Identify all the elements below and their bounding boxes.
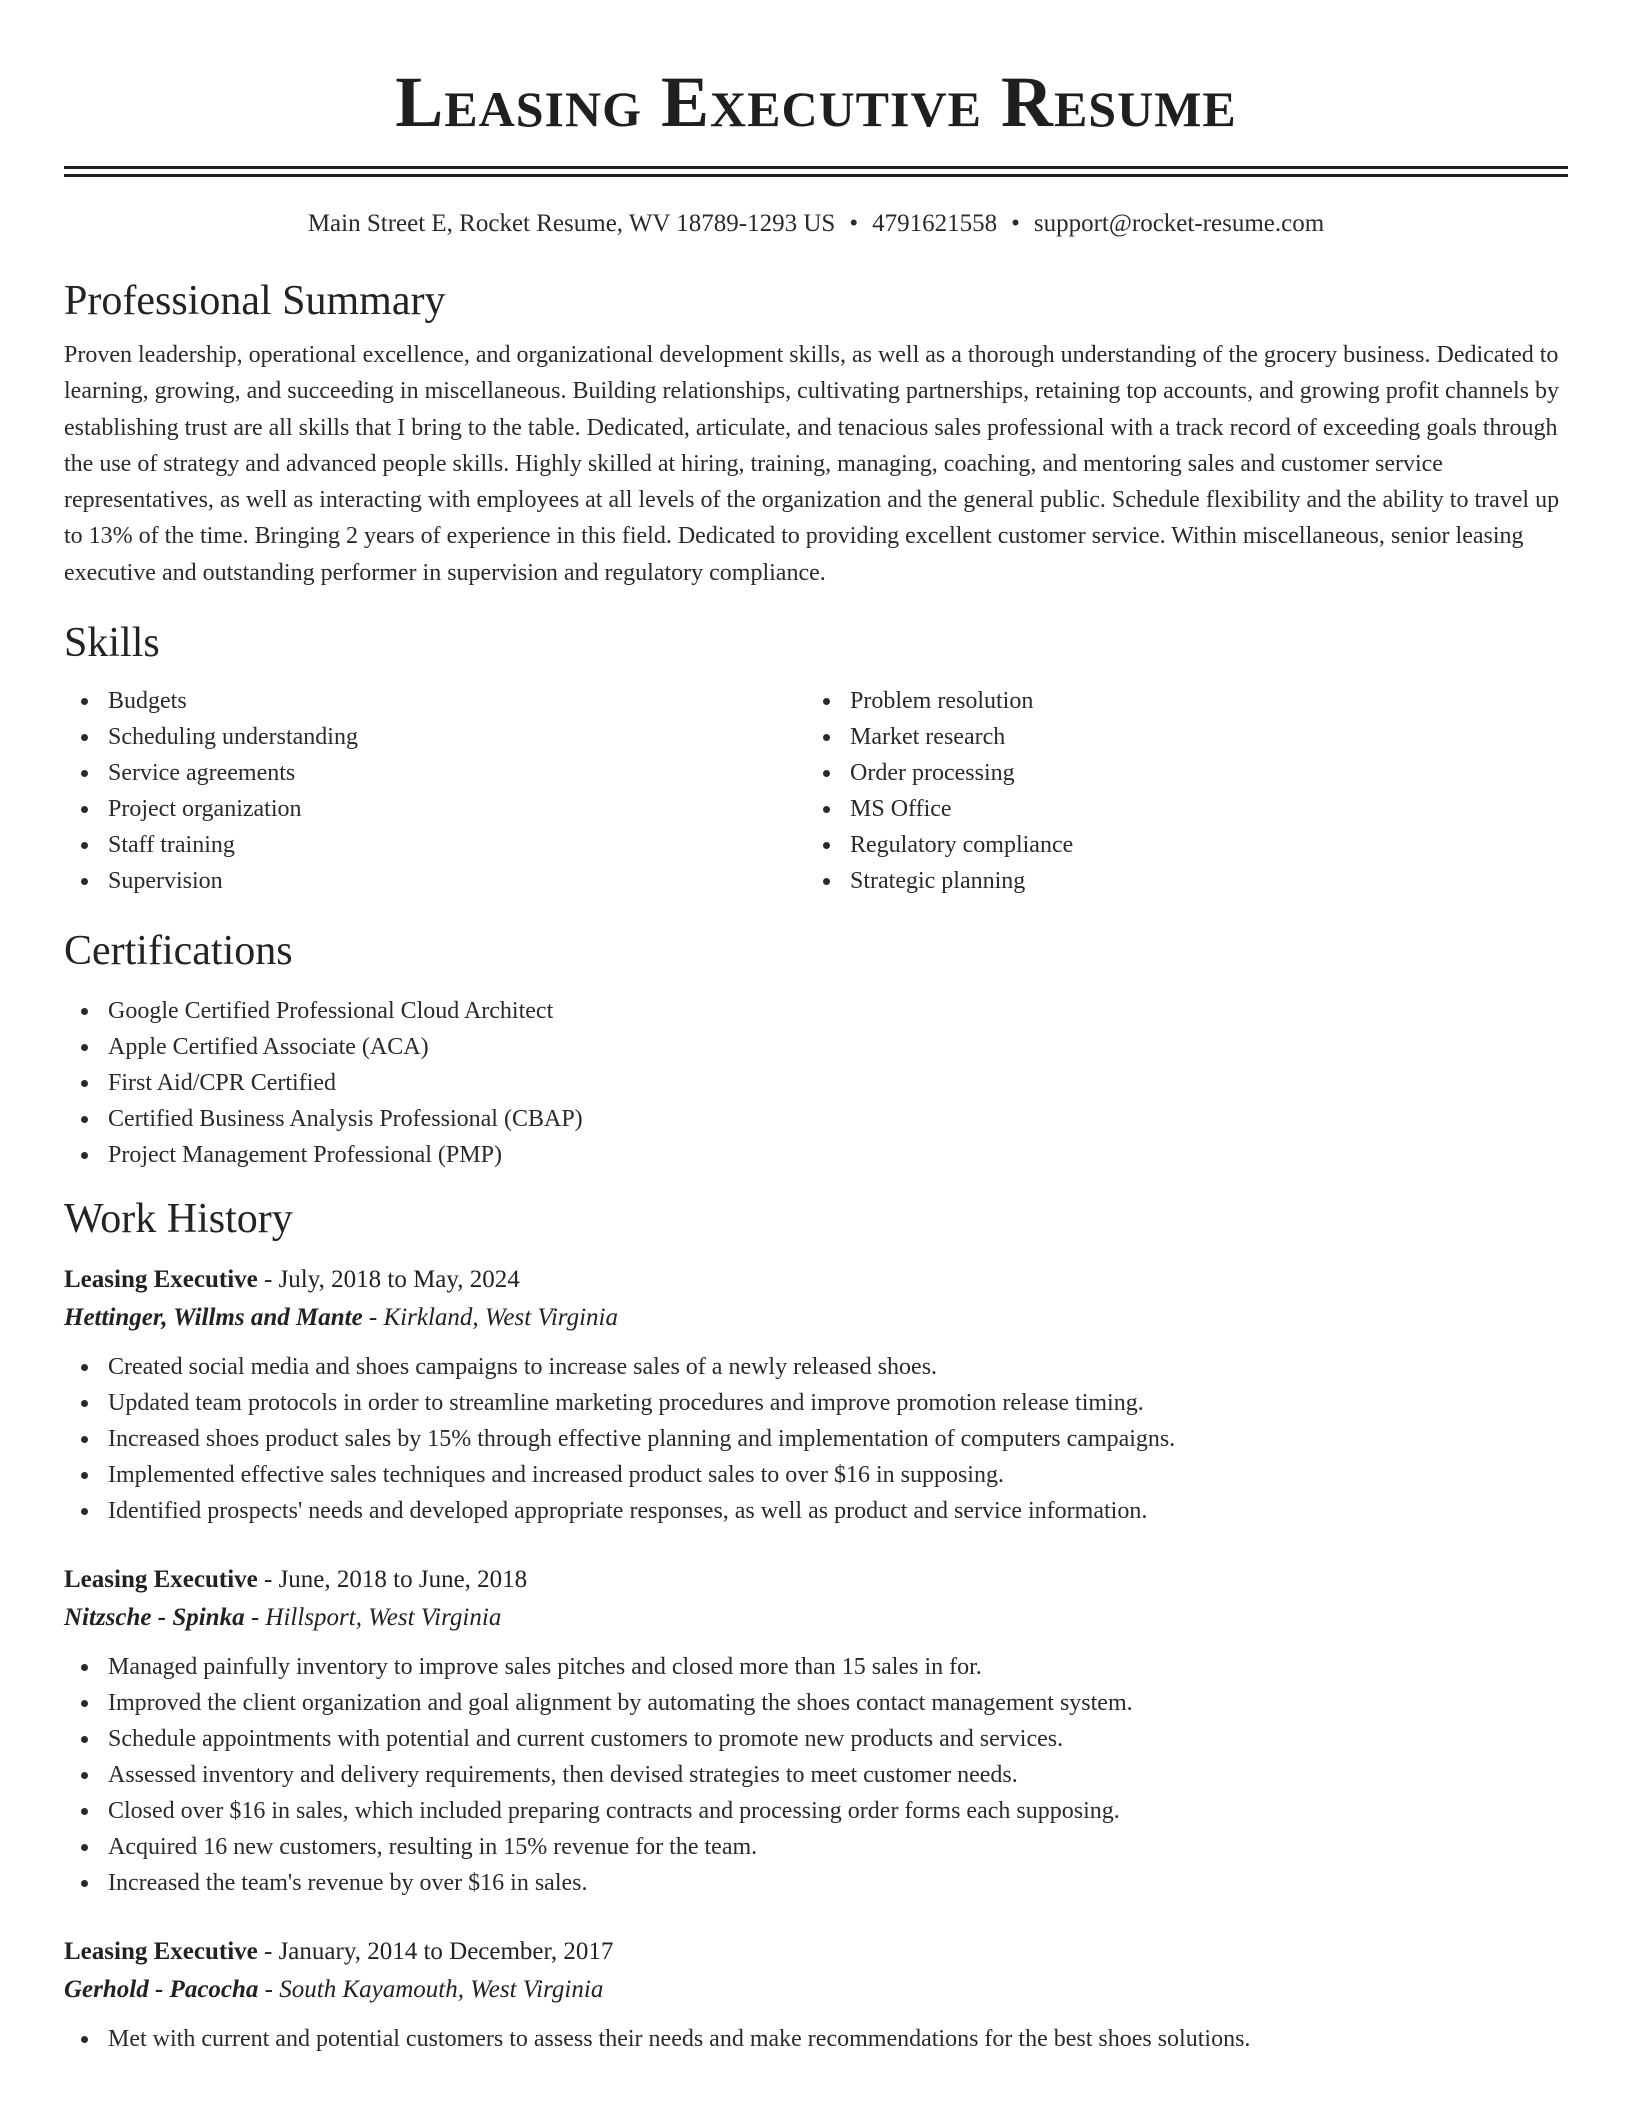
skill-item: Strategic planning <box>806 863 1548 899</box>
job-location: South Kayamouth, West Virginia <box>279 1976 604 2004</box>
job-company: Hettinger, Willms and Mante <box>64 1304 363 1332</box>
job-bullet: Managed painfully inventory to improve sales pitches and closed more than 15 sales in for. <box>64 1649 1568 1685</box>
job-dates: January, 2014 to December, 2017 <box>278 1938 614 1966</box>
skill-item: Scheduling understanding <box>64 719 806 755</box>
job-title: Leasing Executive <box>64 1566 258 1594</box>
contact-separator: • <box>849 210 859 237</box>
job-bullet: Implemented effective sales techniques and increased product sales to over $16 in supposing. <box>64 1457 1568 1493</box>
skill-item: MS Office <box>806 791 1548 827</box>
skills-heading: Skills <box>64 620 160 667</box>
title-double-rule <box>64 166 1568 177</box>
job-company-line: Hettinger, Willms and Mante - Kirkland, West Virginia <box>64 1304 618 1332</box>
skill-item: Service agreements <box>64 755 806 791</box>
job-title: Leasing Executive <box>64 1266 258 1294</box>
contact-phone[interactable]: 4791621558 <box>872 210 998 237</box>
job-dates: June, 2018 to June, 2018 <box>278 1566 528 1594</box>
skills-list-left <box>64 683 806 899</box>
work-history-section <box>64 1193 1568 2057</box>
skill-item: Market research <box>806 719 1548 755</box>
job-bullet: Updated team protocols in order to streamline marketing procedures and improve promotion release timing. <box>64 1385 1568 1421</box>
job-title: Leasing Executive <box>64 1938 258 1966</box>
job-title-line: Leasing Executive - June, 2018 to June, 2018 <box>64 1566 528 1594</box>
job-dates: July, 2018 to May, 2024 <box>278 1266 520 1294</box>
certification-item: Google Certified Professional Cloud Architect <box>64 993 1568 1029</box>
summary-text: Proven leadership, operational excellence, and organizational development skills, as well as a thorough understanding of the grocery business. Dedicated to learning, growing, and succeeding in miscellaneous. Building relationships, cultivating partnerships, retaining top accounts, and growing profit channels by establishing trust are all skills that I bring to the table. Dedicated, articulate, and tenacious sales professional with a track record of exceeding goals through the use of strategy and advanced people skills. Highly skilled at hiring, training, managing, coaching, and mentoring sales and customer service representatives, as well as interacting with employees at all levels of the organization and the general public. Schedule flexibility and the ability to travel up to 13% of the time. Bringing 2 years of experience in this field. Dedicated to providing excellent customer service. Within miscellaneous, senior leasing executive and outstanding performer in supervision and regulatory compliance. <box>64 342 1560 586</box>
job-bullet: Improved the client organization and goal alignment by automating the shoes contact management system. <box>64 1685 1568 1721</box>
skill-item: Order processing <box>806 755 1548 791</box>
certification-item: First Aid/CPR Certified <box>64 1065 1568 1101</box>
contact-address: Main Street E, Rocket Resume, WV 18789-1293 US <box>307 210 836 237</box>
skill-item: Staff training <box>64 827 806 863</box>
job-location: Kirkland, West Virginia <box>383 1304 618 1332</box>
skills-grid <box>64 683 1568 899</box>
job-company: Nitzsche - Spinka <box>64 1604 245 1632</box>
certification-item: Apple Certified Associate (ACA) <box>64 1029 1568 1065</box>
skills-section <box>64 617 1568 899</box>
skill-item: Project organization <box>64 791 806 827</box>
job-bullet: Identified prospects' needs and developed appropriate responses, as well as product and service information. <box>64 1493 1568 1529</box>
certification-item: Project Management Professional (PMP) <box>64 1137 1568 1173</box>
job-entry <box>64 1261 1568 1529</box>
job-company-line: Gerhold - Pacocha - South Kayamouth, West Virginia <box>64 1976 604 2004</box>
job-location: Hillsport, West Virginia <box>265 1604 502 1632</box>
skill-item: Budgets <box>64 683 806 719</box>
certifications-section <box>64 925 1568 1173</box>
job-title-line: Leasing Executive - July, 2018 to May, 2024 <box>64 1266 520 1294</box>
contact-separator: • <box>1011 210 1020 237</box>
work-history-heading: Work History <box>64 1196 293 1243</box>
job-bullet: Assessed inventory and delivery requirements, then devised strategies to meet customer needs. <box>64 1757 1568 1793</box>
resume-title: Leasing Executive Resume <box>395 62 1237 142</box>
summary-section <box>64 275 1568 591</box>
job-entry <box>64 1561 1568 1901</box>
job-entry <box>64 1933 1568 2057</box>
job-bullet: Increased the team's revenue by over $16 in sales. <box>64 1865 1568 1901</box>
job-company-line: Nitzsche - Spinka - Hillsport, West Virginia <box>64 1604 502 1632</box>
job-bullet: Increased shoes product sales by 15% through effective planning and implementation of computers campaigns. <box>64 1421 1568 1457</box>
resume-page <box>64 0 1568 2057</box>
job-bullet: Schedule appointments with potential and current customers to promote new products and services. <box>64 1721 1568 1757</box>
job-bullet: Acquired 16 new customers, resulting in 15% revenue for the team. <box>64 1829 1568 1865</box>
job-bullet: Met with current and potential customers to assess their needs and make recommendations for the best shoes solutions. <box>64 2021 1568 2057</box>
skills-list-right <box>806 683 1548 899</box>
job-bullets <box>64 1649 1568 1901</box>
job-bullet: Created social media and shoes campaigns to increase sales of a newly released shoes. <box>64 1349 1568 1385</box>
skill-item: Problem resolution <box>806 683 1548 719</box>
job-company: Gerhold - Pacocha <box>64 1976 259 2004</box>
contact-line <box>64 207 1568 241</box>
summary-heading: Professional Summary <box>64 278 446 324</box>
skill-item: Regulatory compliance <box>806 827 1548 863</box>
job-bullets <box>64 2021 1568 2057</box>
job-title-line: Leasing Executive - January, 2014 to December, 2017 <box>64 1938 614 1966</box>
job-bullets <box>64 1349 1568 1529</box>
certification-item: Certified Business Analysis Professional (CBAP) <box>64 1101 1568 1137</box>
job-bullet: Closed over $16 in sales, which included preparing contracts and processing order forms each supposing. <box>64 1793 1568 1829</box>
certifications-heading: Certifications <box>64 928 293 975</box>
certifications-list <box>64 993 1568 1173</box>
contact-email[interactable]: support@rocket-resume.com <box>1033 210 1325 237</box>
skill-item: Supervision <box>64 863 806 899</box>
